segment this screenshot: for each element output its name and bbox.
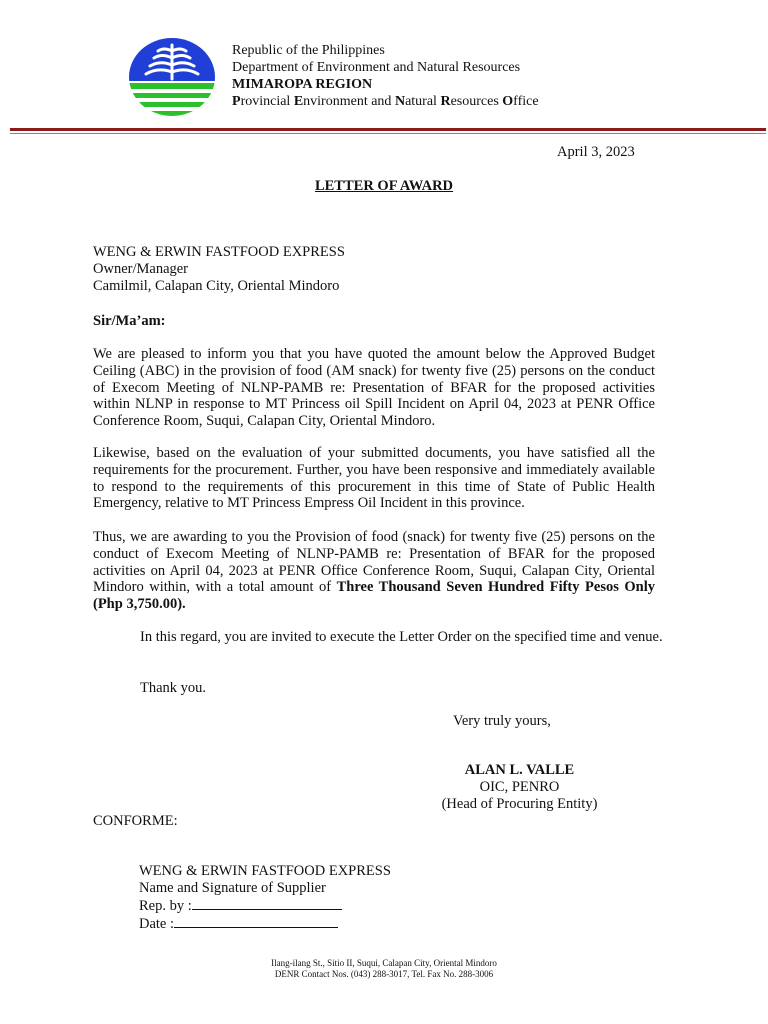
supplier-block (139, 863, 391, 933)
letter-date: April 3, 2023 (557, 144, 635, 160)
header-department: Department of Environment and Natural Resources (232, 60, 521, 75)
rep-line (139, 897, 391, 915)
recipient-address: Camilmil, Calapan City, Oriental Mindoro (93, 278, 340, 294)
letter-title: LETTER OF AWARD (314, 178, 454, 194)
signatory-role: (Head of Procuring Entity) (441, 796, 598, 812)
date-label: Date : (139, 916, 175, 932)
header-divider-thin (10, 133, 766, 134)
recipient-block (93, 244, 345, 295)
closing-line: Very truly yours, (453, 713, 551, 729)
body-paragraph-4: In this regard, you are invited to execute the Letter Order on the specified time and venue. (140, 629, 663, 645)
header-divider (10, 128, 766, 131)
recipient-position: Owner/Manager (93, 261, 189, 277)
footer-contact: DENR Contact Nos. (043) 288-3017, Tel. Fax No. 288-3006 (274, 969, 494, 979)
body-paragraph-3 (93, 529, 655, 613)
signature-block (433, 762, 606, 813)
footer-address: Ilang-ilang St., Sitio II, Suqui, Calapan City, Oriental Mindoro (271, 958, 497, 968)
thanks-line: Thank you. (140, 680, 207, 696)
signatory-name: ALAN L. VALLE (464, 762, 575, 778)
award-amount: Three Thousand Seven Hundred Fifty Pesos Only (Php 3,750.00). (93, 579, 655, 613)
supplier-caption: Name and Signature of Supplier (139, 880, 326, 896)
header-region: MIMAROPA REGION (232, 77, 373, 92)
header-office: Provincial Environment and Natural Resources Office (232, 94, 539, 109)
date-line (139, 915, 391, 933)
signatory-title: OIC, PENRO (479, 779, 560, 795)
letterhead (232, 42, 539, 110)
body-paragraph-1: We are pleased to inform you that you have quoted the amount below the Approved Budget Ceiling (ABC) in the provision of food (AM snack) for twenty five (25) persons on the conduct of Execom Meeting of NLNP-PAMB re: Presentation of BFAR for the proposed activities within NLNP in response to MT Princess oil Spill Incident on April 04, 2023 at PENR Office Conference Room, Suqui, Calapan City, Oriental Mindoro. (93, 346, 655, 430)
date-blank (174, 915, 338, 928)
recipient-name: WENG & ERWIN FASTFOOD EXPRESS (93, 244, 345, 260)
rep-blank (192, 897, 342, 910)
header-country: Republic of the Philippines (232, 43, 385, 58)
footer (0, 958, 768, 980)
salutation: Sir/Ma’am: (93, 313, 166, 329)
award-text: Thus, we are awarding to you the Provision of food (snack) for twenty five (25) persons on the conduct of Execom Meeting of NLNP-PAMB re: Presentation of BFAR for the proposed activities on April 04, 2023 at PENR Office Conference Room, Suqui, Calapan City, Oriental Mindoro within, with a total amount of (93, 529, 655, 596)
conforme-label: CONFORME: (93, 813, 178, 829)
denr-logo-icon (128, 37, 216, 117)
body-paragraph-2: Likewise, based on the evaluation of your submitted documents, you have satisfied all the requirements for the procurement. Further, you have been responsive and immediately available to respond to the requirements of this procurement in this time of State of Public Health Emergency, relative to MT Princess Empress Oil Incident in this province. (93, 445, 655, 512)
rep-label: Rep. by : (139, 898, 192, 914)
supplier-name: WENG & ERWIN FASTFOOD EXPRESS (139, 863, 391, 879)
